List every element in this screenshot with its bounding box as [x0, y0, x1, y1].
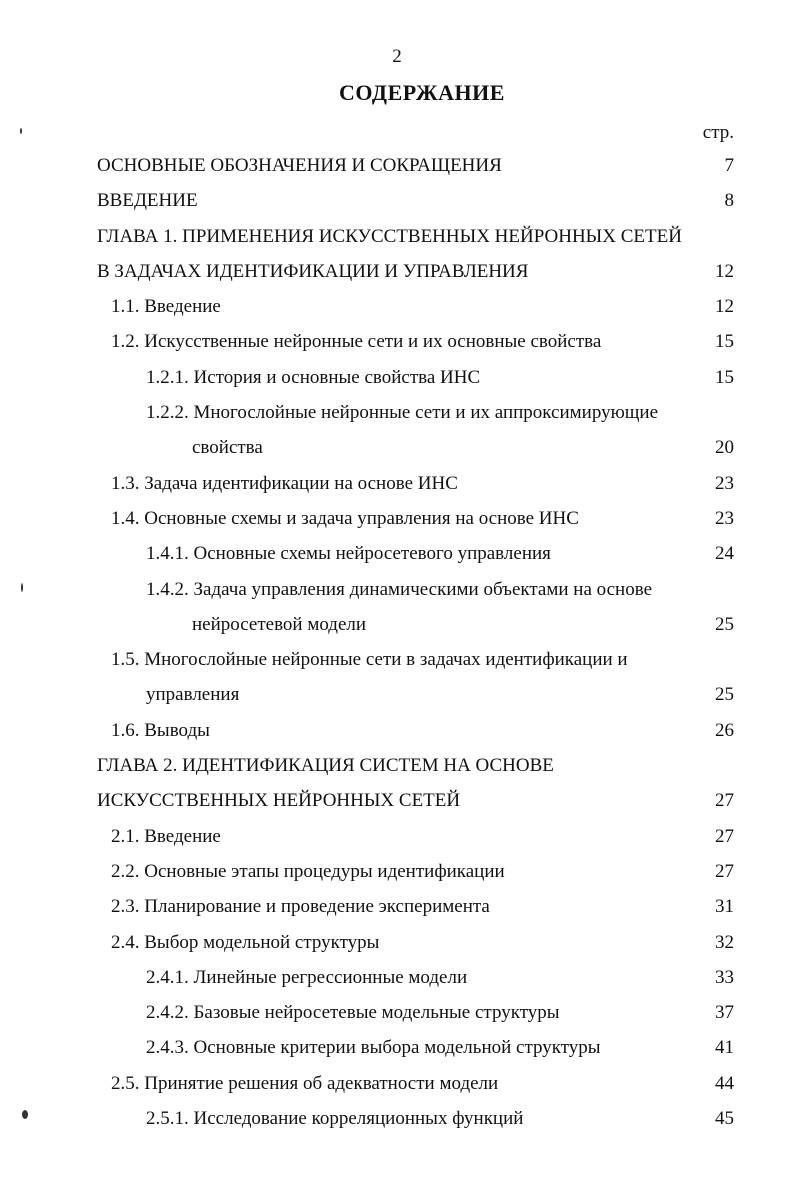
- toc-entry: [0, 889, 794, 924]
- toc-entry-text: 2.2. Основные этапы процедуры идентификации: [111, 860, 505, 882]
- toc-entry: [0, 960, 794, 995]
- toc-entry-text: 1.3. Задача идентификации на основе ИНС: [111, 472, 458, 494]
- toc-entry-page: 23: [715, 507, 734, 529]
- page-title: СОДЕРЖАНИЕ: [339, 80, 505, 105]
- toc-entry-text: 2.1. Введение: [111, 825, 221, 847]
- toc-entry-text: ИСКУССТВЕННЫХ НЕЙРОННЫХ СЕТЕЙ: [97, 790, 461, 812]
- toc-entry-text: ВВЕДЕНИЕ: [97, 190, 198, 212]
- toc-entry-page: 20: [715, 437, 734, 459]
- toc-entry: [0, 501, 794, 536]
- toc-entry: [0, 572, 794, 607]
- page-number: 2: [392, 46, 402, 67]
- toc-entry-text: 2.4.1. Линейные регрессионные модели: [146, 966, 468, 988]
- toc-entry-page: 7: [724, 155, 734, 176]
- toc-entry-text: В ЗАДАЧАХ ИДЕНТИФИКАЦИИ И УПРАВЛЕНИЯ: [97, 260, 529, 282]
- toc-entry-page: 33: [715, 966, 734, 988]
- toc-entry-text: 2.5.1. Исследование корреляционных функций: [146, 1108, 524, 1130]
- toc-entry-page: 24: [715, 543, 734, 565]
- toc-entry: [0, 219, 794, 254]
- toc-entry: [0, 395, 794, 430]
- toc-entry-text: свойства: [192, 437, 263, 459]
- scan-speck: [21, 583, 23, 592]
- toc-entry: [0, 430, 794, 465]
- toc-entry-text: нейросетевой модели: [192, 613, 367, 635]
- toc-entry-page: 25: [715, 613, 734, 635]
- scan-speck: [20, 128, 22, 134]
- toc-entry-page: 8: [724, 190, 734, 212]
- toc-entry-page: 32: [715, 931, 734, 953]
- toc-entry-page: 23: [715, 472, 734, 494]
- toc-entry: [0, 360, 794, 395]
- toc-entry-text: 2.3. Планирование и проведение эксперимента: [111, 896, 490, 918]
- toc-entry: [0, 183, 794, 218]
- toc-entry-page: 15: [715, 331, 734, 353]
- toc-entry-page: 26: [715, 719, 734, 741]
- toc-entry-page: 37: [715, 1002, 734, 1024]
- toc-entry: [0, 324, 794, 359]
- toc-entry-page: 27: [715, 790, 734, 812]
- toc-entry-text: 2.4. Выбор модельной структуры: [111, 931, 380, 953]
- toc-entry-text: 1.5. Многослойные нейронные сети в задачах идентификации и: [111, 649, 628, 671]
- toc-entry-page: 12: [715, 296, 734, 318]
- toc-entry-page: 25: [715, 684, 734, 706]
- toc-entry-text: управления: [146, 684, 240, 706]
- toc-entry: [0, 819, 794, 854]
- toc-entry: [0, 148, 794, 183]
- toc-entry-text: 1.2. Искусственные нейронные сети и их основные свойства: [111, 331, 602, 353]
- toc-entry-page: 44: [715, 1072, 734, 1094]
- toc-entry: [0, 254, 794, 289]
- toc-entry-text: 1.1. Введение: [111, 296, 221, 318]
- toc-entry: [0, 1030, 794, 1065]
- toc-entry-text: ГЛАВА 1. ПРИМЕНЕНИЯ ИСКУССТВЕННЫХ НЕЙРОННЫХ СЕТЕЙ: [97, 225, 682, 247]
- toc-entry-text: 1.4.2. Задача управления динамическими объектами на основе: [146, 578, 653, 600]
- toc-entry-text: 1.4.1. Основные схемы нейросетевого управления: [146, 543, 551, 565]
- toc-entry: [0, 289, 794, 324]
- scan-speck: [22, 1110, 28, 1119]
- toc-entry: [0, 607, 794, 642]
- toc-entry: [0, 466, 794, 501]
- toc-entry-text: 1.2.2. Многослойные нейронные сети и их аппроксимирующие: [146, 402, 659, 424]
- toc-entry: [0, 536, 794, 571]
- toc-entry: [0, 1101, 794, 1136]
- toc-entry: [0, 1066, 794, 1101]
- toc-entry: [0, 995, 794, 1030]
- page-column-label: стр.: [702, 122, 734, 143]
- toc-entry-text: 1.2.1. История и основные свойства ИНС: [146, 366, 481, 388]
- table-of-contents: [0, 148, 794, 1136]
- toc-entry: [0, 925, 794, 960]
- toc-entry-text: ГЛАВА 2. ИДЕНТИФИКАЦИЯ СИСТЕМ НА ОСНОВЕ: [97, 755, 554, 777]
- toc-entry-text: 2.4.3. Основные критерии выбора модельной структуры: [146, 1037, 601, 1059]
- toc-entry-page: 12: [715, 260, 734, 282]
- toc-entry-page: 41: [715, 1037, 734, 1059]
- toc-entry-page: 45: [715, 1108, 734, 1130]
- toc-entry: [0, 783, 794, 818]
- toc-entry: [0, 642, 794, 677]
- toc-entry-page: 15: [715, 366, 734, 388]
- toc-entry-text: 2.5. Принятие решения об адекватности модели: [111, 1072, 499, 1094]
- toc-entry: [0, 748, 794, 783]
- toc-entry: [0, 854, 794, 889]
- toc-entry-page: 27: [715, 860, 734, 882]
- toc-entry-page: 27: [715, 825, 734, 847]
- toc-entry-text: ОСНОВНЫЕ ОБОЗНАЧЕНИЯ И СОКРАЩЕНИЯ: [97, 155, 502, 176]
- toc-entry-text: 1.4. Основные схемы и задача управления на основе ИНС: [111, 507, 579, 529]
- toc-entry: [0, 713, 794, 748]
- toc-entry: [0, 677, 794, 712]
- toc-entry-text: 1.6. Выводы: [111, 719, 210, 741]
- toc-entry-page: 31: [715, 896, 734, 918]
- toc-entry-text: 2.4.2. Базовые нейросетевые модельные структуры: [146, 1002, 560, 1024]
